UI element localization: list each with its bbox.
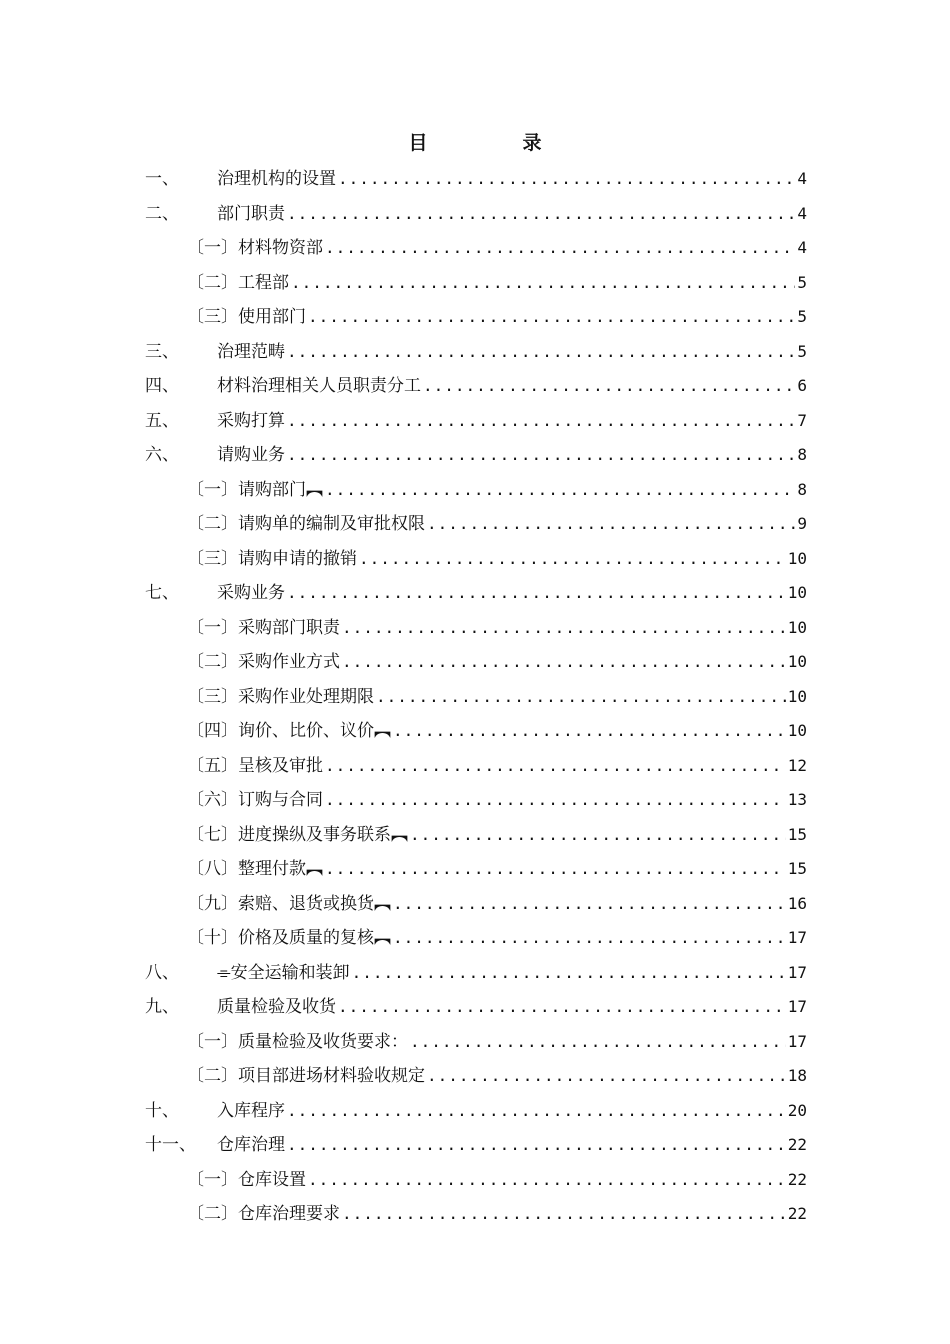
toc-dot-leader: [325, 852, 786, 887]
toc-entry[interactable]: [145, 1094, 807, 1129]
toc-subentry[interactable]: [145, 749, 807, 784]
toc-entry-text: [187, 1059, 807, 1094]
toc-entry-text: [187, 300, 807, 335]
toc-entry[interactable]: [145, 404, 807, 439]
toc-entry[interactable]: [145, 335, 807, 370]
toc-dot-leader: [393, 921, 786, 956]
toc-subentry[interactable]: [145, 645, 807, 680]
toc-entry-label: 〔三〕采购作业处理期限: [187, 686, 374, 707]
toc-entry-label: 质量检验及收货: [217, 997, 336, 1017]
toc-page-number: 7: [797, 410, 807, 430]
toc-entry-label: 采购打算: [217, 410, 285, 431]
toc-dot-leader: [325, 749, 786, 784]
toc-page-number: 10: [787, 721, 807, 740]
toc-subentry[interactable]: [145, 542, 807, 577]
toc-subentry[interactable]: [145, 714, 807, 749]
toc-entry-label: 请购业务: [217, 445, 285, 465]
toc-entry-label: 〔六〕订购与合同: [187, 790, 323, 810]
page-title: 目 录: [408, 132, 580, 154]
toc-page-number: 9: [797, 514, 807, 533]
toc-entry[interactable]: [145, 1128, 807, 1163]
toc-entry-label: 〔七〕进度操纵及事务联系︻: [187, 824, 408, 845]
toc-entry-label: 〔二〕仓库治理要求: [187, 1204, 340, 1224]
toc-page-number: 18: [787, 1066, 807, 1085]
toc-entry-text: [187, 887, 807, 922]
toc-dot-leader: [423, 369, 795, 404]
toc-subentry[interactable]: [145, 300, 807, 335]
toc-dot-leader: [338, 162, 795, 197]
toc-entry-label: 〔九〕索赔、退货或换货︻: [187, 893, 391, 914]
toc-entry-label: 〔一〕采购部门职责: [187, 617, 340, 638]
toc-entry-label: 〔四〕询价、比价、议价︻: [187, 721, 391, 741]
toc-entry-text: [217, 197, 807, 232]
toc-entry-text: [187, 1197, 807, 1232]
toc-entry-label: 〔八〕整理付款︻: [187, 859, 323, 879]
toc-subentry[interactable]: [145, 266, 807, 301]
toc-entry-text: [187, 818, 807, 853]
toc-entry-number: 五、: [145, 410, 179, 431]
toc-entry-label: 治理范畴: [217, 341, 285, 362]
toc-entry-label: ⌯安全运输和装卸: [217, 962, 350, 983]
toc-entry[interactable]: [145, 197, 807, 232]
toc-entry-number: 六、: [145, 445, 179, 465]
toc-page-number: 6: [797, 376, 807, 395]
toc-entry-label: 〔二〕采购作业方式: [187, 652, 340, 672]
toc-page-number: 5: [797, 307, 807, 326]
toc-subentry[interactable]: [145, 1163, 807, 1198]
toc-dot-leader: [342, 645, 786, 680]
toc-entry-text: [187, 783, 807, 818]
toc-page-number: 17: [787, 928, 807, 947]
toc-dot-leader: [393, 887, 786, 922]
toc-entry-text: [187, 749, 807, 784]
toc-entry-number: 十一、: [145, 1135, 196, 1155]
toc-entry-label: 〔三〕请购申请的撤销: [187, 548, 357, 569]
toc-page-number: 20: [787, 1100, 807, 1120]
toc-page-number: 10: [787, 583, 807, 602]
toc-entry[interactable]: [145, 956, 807, 991]
toc-subentry[interactable]: [145, 680, 807, 715]
toc-entry-label: 〔一〕仓库设置: [187, 1169, 306, 1190]
toc-entry-text: [217, 990, 807, 1025]
toc-entry-label: 〔五〕呈核及审批: [187, 755, 323, 776]
toc-dot-leader: [359, 542, 786, 577]
toc-entry-label: 采购业务: [217, 583, 285, 603]
toc-entry-number: 十、: [145, 1100, 179, 1121]
toc-entry-text: [187, 611, 807, 646]
toc-subentry[interactable]: [145, 887, 807, 922]
toc-dot-leader: [427, 1059, 786, 1094]
toc-page-number: 8: [797, 479, 807, 499]
toc-entry-label: 仓库治理: [217, 1135, 285, 1155]
toc-dot-leader: [287, 1128, 786, 1163]
toc-entry-label: 〔二〕工程部: [187, 272, 289, 293]
toc-dot-leader: [308, 300, 795, 335]
toc-dot-leader: [287, 438, 795, 473]
toc-dot-leader: [352, 956, 786, 991]
toc-entry-text: [217, 1094, 807, 1129]
toc-page-number: 10: [787, 652, 807, 671]
toc-entry-text: [217, 1128, 807, 1163]
toc-entry-number: 八、: [145, 962, 179, 983]
toc-entry-text: [217, 404, 807, 439]
toc-page-number: 15: [787, 824, 807, 844]
toc-entry-number: 九、: [145, 997, 179, 1017]
toc-dot-leader: [410, 818, 786, 853]
toc-page-number: 10: [787, 617, 807, 637]
toc-page-number: 15: [787, 859, 807, 878]
toc-dot-leader: [427, 507, 795, 542]
toc-dot-leader: [393, 714, 786, 749]
toc-page-number: 5: [797, 341, 807, 361]
toc-dot-leader: [287, 1094, 786, 1129]
toc-entry-text: [217, 956, 807, 991]
toc-entry-label: 〔一〕质量检验及收货要求：: [187, 1031, 408, 1052]
toc-entry-text: [217, 162, 807, 197]
toc-page-number: 10: [787, 686, 807, 706]
toc-subentry[interactable]: [145, 818, 807, 853]
toc-entry[interactable]: [145, 438, 807, 473]
toc-entry-number: 三、: [145, 341, 179, 362]
toc-subentry[interactable]: [145, 231, 807, 266]
toc-entry[interactable]: [145, 990, 807, 1025]
toc-entry-text: [187, 1025, 807, 1060]
toc-entry-number: 一、: [145, 169, 179, 189]
toc-dot-leader: [287, 335, 795, 370]
toc-dot-leader: [325, 231, 795, 266]
toc-dot-leader: [338, 990, 786, 1025]
toc-entry-text: [187, 542, 807, 577]
toc-dot-leader: [291, 266, 795, 301]
toc-entry[interactable]: [145, 576, 807, 611]
toc-entry-number: 七、: [145, 583, 179, 603]
toc-subentry[interactable]: [145, 611, 807, 646]
toc-entry-label: 材料治理相关人员职责分工: [217, 376, 421, 396]
toc-entry-label: 〔一〕材料物资部: [187, 238, 323, 258]
toc-entry-text: [217, 369, 807, 404]
toc-page-number: 17: [787, 962, 807, 982]
table-of-contents: [145, 162, 807, 1232]
toc-subentry[interactable]: [145, 473, 807, 508]
toc-dot-leader: [410, 1025, 786, 1060]
toc-page-number: 8: [797, 445, 807, 464]
toc-entry-text: [187, 852, 807, 887]
toc-entry-text: [187, 714, 807, 749]
toc-entry-text: [217, 438, 807, 473]
toc-entry-text: [187, 680, 807, 715]
toc-dot-leader: [325, 473, 795, 508]
toc-page-number: 5: [797, 272, 807, 292]
toc-entry-number: 二、: [145, 203, 179, 224]
toc-entry-text: [187, 266, 807, 301]
toc-entry-label: 〔二〕项目部进场材料验收规定: [187, 1066, 425, 1086]
toc-page-number: 22: [787, 1135, 807, 1154]
toc-entry-label: 治理机构的设置: [217, 169, 336, 189]
toc-page-number: 4: [797, 238, 807, 257]
toc-entry-text: [187, 231, 807, 266]
toc-entry-text: [187, 921, 807, 956]
toc-entry-text: [187, 507, 807, 542]
toc-page-number: 17: [787, 1031, 807, 1051]
toc-page-number: 17: [787, 997, 807, 1016]
toc-entry-label: 入库程序: [217, 1100, 285, 1121]
toc-entry-text: [217, 576, 807, 611]
toc-entry-text: [187, 473, 807, 508]
toc-entry-text: [187, 645, 807, 680]
toc-dot-leader: [287, 576, 786, 611]
toc-entry[interactable]: [145, 369, 807, 404]
toc-page-number: 4: [797, 169, 807, 188]
toc-entry-label: 部门职责: [217, 203, 285, 224]
toc-subentry[interactable]: [145, 1059, 807, 1094]
toc-entry[interactable]: [145, 162, 807, 197]
toc-page-number: 12: [787, 755, 807, 775]
toc-page-number: 16: [787, 893, 807, 913]
toc-page-number: 10: [787, 548, 807, 568]
toc-subentry[interactable]: [145, 852, 807, 887]
toc-entry-number: 四、: [145, 376, 179, 396]
toc-subentry[interactable]: [145, 1025, 807, 1060]
toc-dot-leader: [342, 1197, 786, 1232]
toc-page-number: 22: [787, 1204, 807, 1223]
toc-entry-text: [217, 335, 807, 370]
toc-page-number: 13: [787, 790, 807, 809]
toc-subentry[interactable]: [145, 507, 807, 542]
toc-subentry[interactable]: [145, 783, 807, 818]
toc-dot-leader: [325, 783, 786, 818]
toc-dot-leader: [287, 404, 795, 439]
toc-dot-leader: [376, 680, 786, 715]
toc-dot-leader: [287, 197, 795, 232]
toc-dot-leader: [308, 1163, 786, 1198]
toc-entry-label: 〔二〕请购单的编制及审批权限: [187, 514, 425, 534]
toc-subentry[interactable]: [145, 921, 807, 956]
toc-page-number: 4: [797, 203, 807, 223]
toc-entry-label: 〔十〕价格及质量的复核︻: [187, 928, 391, 948]
toc-dot-leader: [342, 611, 786, 646]
toc-entry-text: [187, 1163, 807, 1198]
toc-entry-label: 〔一〕请购部门︻: [187, 479, 323, 500]
toc-page-number: 22: [787, 1169, 807, 1189]
toc-entry-label: 〔三〕使用部门: [187, 307, 306, 327]
toc-subentry[interactable]: [145, 1197, 807, 1232]
